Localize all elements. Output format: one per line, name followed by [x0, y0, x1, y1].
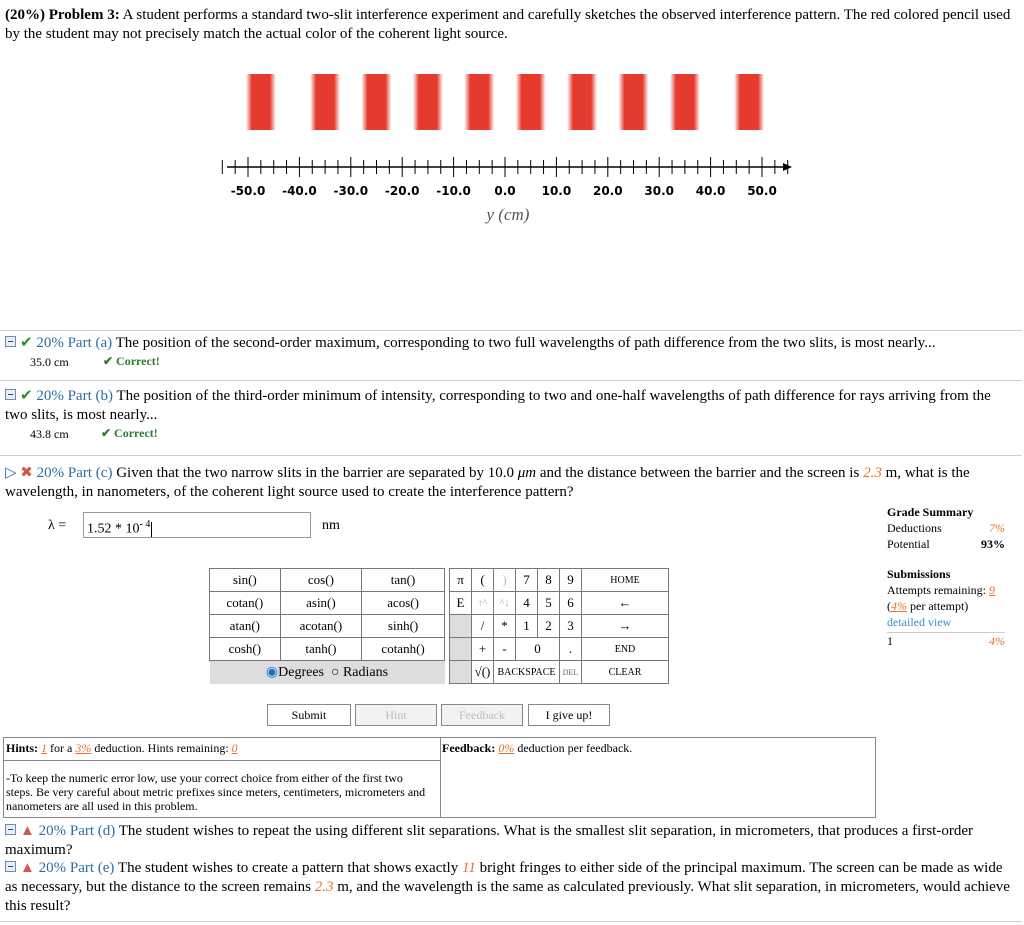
- tick-label: 30.0: [644, 184, 675, 198]
- collapse-icon[interactable]: [5, 824, 16, 835]
- key-backspace[interactable]: BACKSPACE: [494, 661, 560, 684]
- part-a-text: The position of the second-order maximum, corresponding to two full wavelengths of path difference from the two slits, is most nearly...: [115, 335, 936, 351]
- history-index: 1: [887, 634, 893, 648]
- part-d-name: Part (d): [69, 823, 116, 839]
- key-func[interactable]: cos(): [280, 569, 361, 592]
- potential-label: Potential: [887, 537, 930, 551]
- interference-figure: [0, 60, 1024, 300]
- key-del[interactable]: DEL: [560, 661, 582, 684]
- key-4[interactable]: 4: [516, 592, 538, 615]
- part-c-text2: and the distance between the barrier and the screen is: [536, 465, 864, 481]
- key-func[interactable]: tan(): [362, 569, 445, 592]
- unit-label: nm: [322, 518, 340, 533]
- axis-label: y (cm): [486, 205, 530, 224]
- check-icon: ✔: [20, 388, 33, 404]
- tick-label: 20.0: [592, 184, 623, 198]
- key-pi[interactable]: π: [450, 569, 472, 592]
- hints-deduction: 3%: [75, 741, 92, 755]
- deductions-value: 7%: [989, 521, 1005, 535]
- part-c-name: Part (c): [67, 465, 113, 481]
- key-1[interactable]: 1: [516, 615, 538, 638]
- fringe-band: [413, 74, 443, 130]
- deductions-label: Deductions: [887, 521, 942, 535]
- fringe-band: [246, 74, 276, 130]
- divider: [0, 455, 1022, 456]
- hints-count: 1: [41, 741, 48, 755]
- grade-summary-title: Grade Summary: [887, 505, 974, 519]
- warning-icon: ▲: [20, 860, 35, 876]
- tick-label: 0.0: [494, 184, 516, 198]
- hints-remaining: 0: [231, 741, 238, 755]
- key-clear[interactable]: CLEAR: [582, 661, 669, 684]
- fringe-band: [734, 74, 764, 130]
- key-end[interactable]: END: [582, 638, 669, 661]
- tick-label: -40.0: [282, 184, 317, 198]
- key-dot[interactable]: .: [560, 638, 582, 661]
- radio-unchecked-icon[interactable]: ○: [331, 664, 340, 680]
- key-up-caret[interactable]: ↑^: [472, 592, 494, 615]
- key-right-arrow[interactable]: →: [582, 615, 669, 638]
- collapse-icon[interactable]: [5, 389, 16, 400]
- attempts-text: Attempts remaining:: [887, 583, 986, 597]
- blank-key: [450, 615, 472, 638]
- part-e: [5, 859, 1017, 916]
- divider: [0, 330, 1022, 331]
- key-func[interactable]: sinh(): [362, 615, 445, 638]
- divider: [0, 380, 1022, 381]
- key-func[interactable]: cosh(): [210, 638, 281, 661]
- problem-prefix: (20%) Problem 3:: [5, 7, 120, 23]
- part-b-answer: 43.8 cm: [30, 427, 69, 441]
- x-icon: ✖: [20, 465, 33, 481]
- key-func[interactable]: atan(): [210, 615, 281, 638]
- fringe-band: [619, 74, 649, 130]
- part-e-text1: The student wishes to create a pattern that shows exactly: [117, 860, 462, 876]
- hints-row: [6, 741, 238, 756]
- history-value: 4%: [989, 634, 1005, 648]
- number-keypad: [449, 568, 669, 684]
- per-attempt-text: per attempt): [910, 599, 969, 613]
- part-b: [5, 387, 1017, 425]
- key-func[interactable]: tanh(): [280, 638, 361, 661]
- key-func[interactable]: cotanh(): [362, 638, 445, 661]
- interference-pattern-svg: [0, 60, 1024, 300]
- hints-feedback-box: [3, 737, 876, 818]
- key-7[interactable]: 7: [516, 569, 538, 592]
- part-e-distance: 2.3: [314, 879, 334, 895]
- key-6[interactable]: 6: [560, 592, 582, 615]
- submissions-title: Submissions: [887, 567, 951, 581]
- key-3[interactable]: 3: [560, 615, 582, 638]
- collapse-icon[interactable]: [5, 336, 16, 347]
- attempts-value: 9: [988, 583, 995, 597]
- expand-arrow-icon[interactable]: ▷: [5, 465, 17, 481]
- feedback-button[interactable]: Feedback: [441, 704, 523, 726]
- tick-label: 40.0: [695, 184, 726, 198]
- part-c-unit-um: μm: [517, 465, 537, 481]
- feedback-text: deduction per feedback.: [517, 741, 633, 755]
- warning-icon: ▲: [20, 823, 35, 839]
- part-a-pct: 20%: [36, 335, 64, 351]
- key-divide[interactable]: /: [472, 615, 494, 638]
- part-b-name: Part (b): [67, 388, 113, 404]
- key-down-caret[interactable]: ^↓: [494, 592, 516, 615]
- tick-label: 50.0: [747, 184, 777, 198]
- key-2[interactable]: 2: [538, 615, 560, 638]
- part-c-text1: Given that the two narrow slits in the barrier are separated by 10.0: [116, 465, 518, 481]
- key-func[interactable]: sin(): [210, 569, 281, 592]
- part-e-text2: bright fringes to either side of the principal maximum. The screen can be made as wide as necessary, but the distance to the screen remains: [5, 860, 1003, 895]
- fringe-band: [464, 74, 494, 130]
- divider: [4, 760, 440, 761]
- lambda-label: λ =: [48, 518, 67, 533]
- key-8[interactable]: 8: [538, 569, 560, 592]
- key-5[interactable]: 5: [538, 592, 560, 615]
- part-b-pct: 20%: [36, 388, 64, 404]
- divider: [0, 921, 1022, 922]
- hints-deduction-text: deduction. Hints remaining:: [94, 741, 229, 755]
- part-a-status: ✔ Correct!: [103, 354, 160, 368]
- part-e-name: Part (e): [69, 860, 115, 876]
- give-up-button[interactable]: I give up!: [528, 704, 610, 726]
- part-d-pct: 20%: [38, 823, 67, 839]
- part-c: [5, 464, 1017, 502]
- tick-label: -20.0: [384, 184, 420, 198]
- tick-label: -10.0: [436, 184, 471, 198]
- key-func[interactable]: asin(): [280, 592, 361, 615]
- key-e[interactable]: E: [450, 592, 472, 615]
- fringe-band: [516, 74, 546, 130]
- part-c-pct: 20%: [36, 465, 65, 481]
- text-cursor: [151, 522, 152, 537]
- key-multiply[interactable]: *: [494, 615, 516, 638]
- answer-input[interactable]: [83, 512, 311, 538]
- fringe-band: [362, 74, 392, 130]
- collapse-icon[interactable]: [5, 861, 16, 872]
- part-b-status: ✔ Correct!: [101, 426, 158, 440]
- submit-button[interactable]: Submit: [267, 704, 351, 726]
- check-icon: ✔: [20, 335, 33, 351]
- fringe-band: [670, 74, 700, 130]
- potential-value: 93%: [981, 537, 1005, 551]
- part-c-distance: 2.3: [863, 465, 882, 481]
- divider: [440, 738, 441, 817]
- hints-for-a: for a: [50, 741, 73, 755]
- degrees-label[interactable]: Degrees: [278, 664, 324, 680]
- key-0[interactable]: 0: [516, 638, 560, 661]
- fringe-band: [567, 74, 597, 130]
- key-lparen[interactable]: (: [472, 569, 494, 592]
- blank-key: [450, 638, 472, 661]
- tick-label: -50.0: [230, 184, 266, 198]
- key-rparen[interactable]: ): [494, 569, 516, 592]
- key-func[interactable]: acos(): [362, 592, 445, 615]
- key-plus[interactable]: +: [472, 638, 494, 661]
- key-9[interactable]: 9: [560, 569, 582, 592]
- part-e-text3: m, and the wavelength is the same as calculated previously. What slit separation, in micrometers, would achieve this result?: [5, 879, 1010, 914]
- key-func[interactable]: cotan(): [210, 592, 281, 615]
- radio-checked-icon[interactable]: ◉: [265, 664, 279, 680]
- answer-input-value: 1.52 * 10: [87, 521, 140, 537]
- tick-label: 10.0: [541, 184, 572, 198]
- part-d-text: The student wishes to repeat the using different slit separations. What is the smallest slit separation, in micrometers, that produces a first-order maximum?: [5, 823, 973, 858]
- problem-statement: [5, 6, 1017, 44]
- part-d: [5, 822, 1017, 860]
- part-a-answer: 35.0 cm: [30, 355, 69, 369]
- part-a-name: Part (a): [67, 335, 113, 351]
- hints-label: Hints:: [6, 741, 39, 755]
- tick-label: -30.0: [333, 184, 369, 198]
- detailed-view-link[interactable]: detailed view: [887, 615, 952, 629]
- part-a: [5, 334, 1017, 353]
- hint-button[interactable]: Hint: [355, 704, 437, 726]
- answer-input-exp: - 4: [139, 519, 151, 530]
- grade-summary: Grade Summary Deductions 7% Potential 93% Submissions Attempts remaining: 9 (4% per attempt) detailed view 1 4%: [887, 505, 1005, 648]
- feedback-row: [442, 741, 632, 756]
- key-left-arrow[interactable]: ←: [582, 592, 669, 615]
- hint-text: -To keep the numeric error low, use your correct choice from either of the first two steps. Be very careful about metric prefixes since meters, centimeters, micrometers and nanometers are all used in this problem.: [6, 771, 426, 813]
- per-attempt-value: 4%: [891, 599, 907, 613]
- blank-key: [450, 661, 472, 684]
- key-func[interactable]: acotan(): [280, 615, 361, 638]
- part-b-text: The position of the third-order minimum of intensity, corresponding to two and one-half wavelengths of path difference for rays arriving from the two slits, is most nearly...: [5, 388, 991, 423]
- key-home[interactable]: HOME: [582, 569, 669, 592]
- radians-label[interactable]: Radians: [342, 664, 389, 680]
- feedback-label: Feedback:: [442, 741, 496, 755]
- angle-mode: [210, 661, 445, 684]
- part-c-text3: m, what is the wavelength, in nanometers, of the coherent light source used to create the interference pattern?: [5, 465, 970, 500]
- problem-text: A student performs a standard two-slit interference experiment and carefully sketches the observed interference pattern. The red colored pencil used by the student may not precisely match the actual color of the coherent light source.: [5, 7, 1011, 42]
- part-e-fringes: 11: [461, 860, 476, 876]
- part-e-pct: 20%: [38, 860, 67, 876]
- fringe-band: [310, 74, 340, 130]
- key-sqrt[interactable]: √(): [472, 661, 494, 684]
- feedback-value: 0%: [498, 741, 515, 755]
- function-keypad: [209, 568, 445, 684]
- key-minus[interactable]: -: [494, 638, 516, 661]
